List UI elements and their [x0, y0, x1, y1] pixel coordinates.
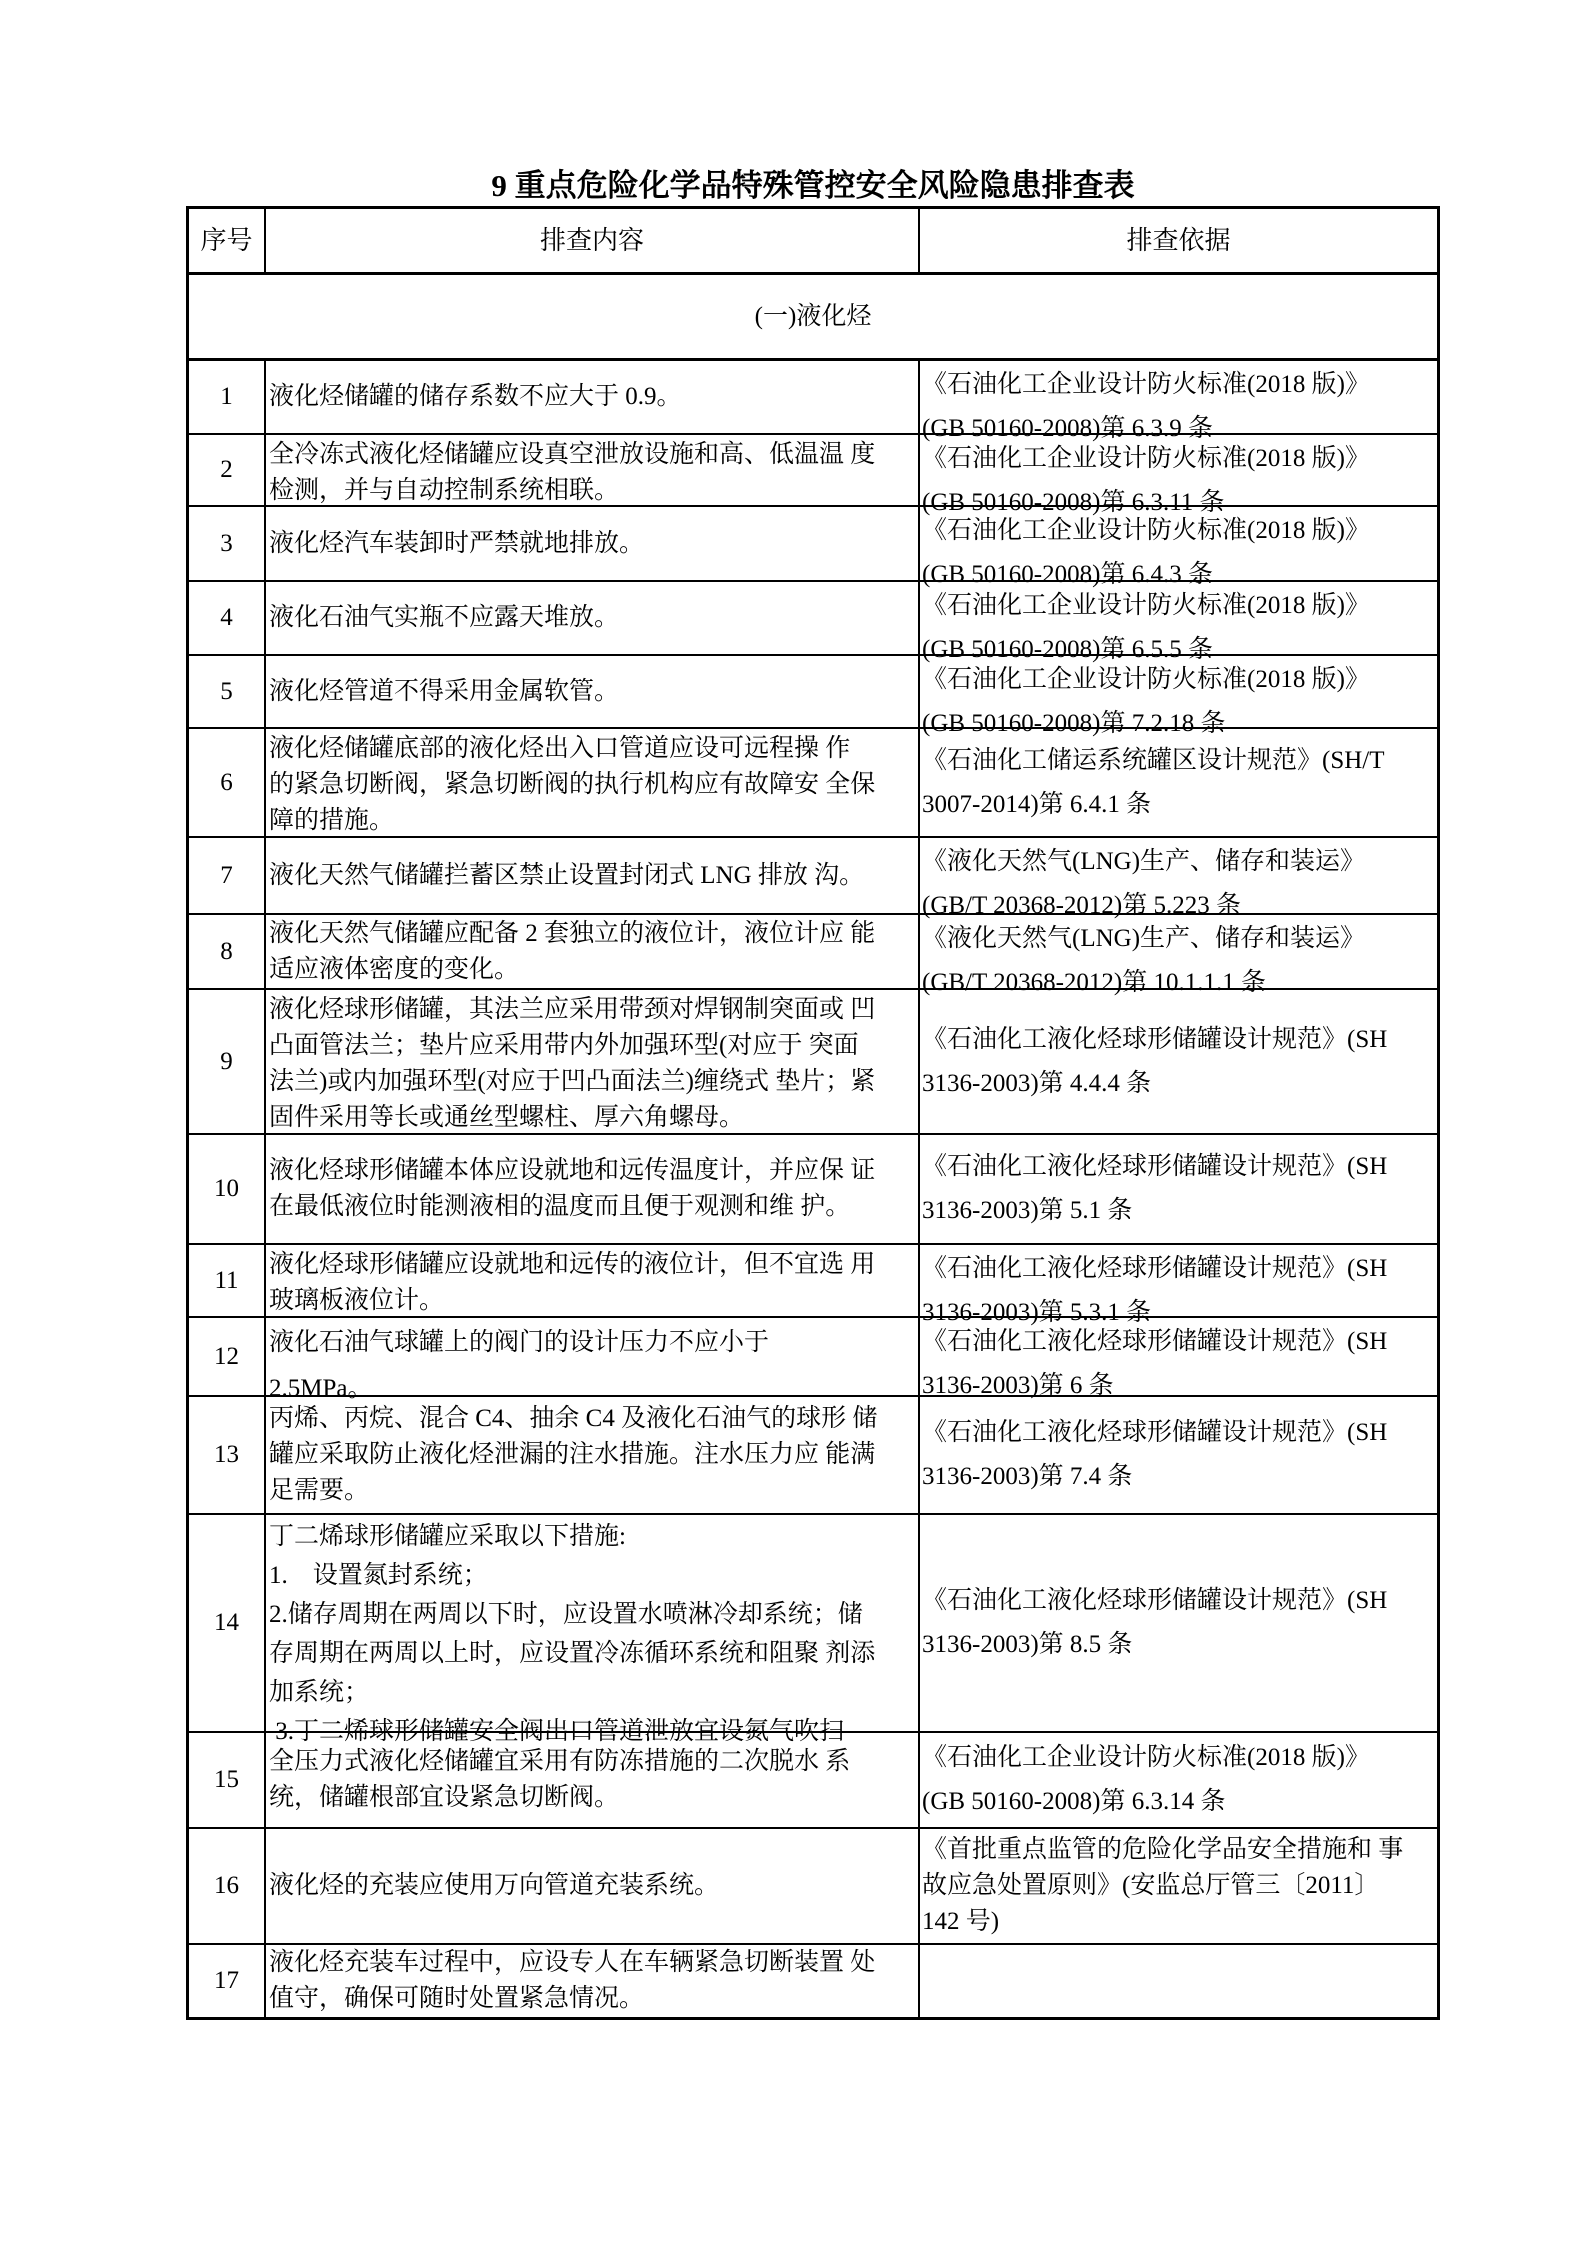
basis-line: 3136-2003)第 8.5 条 [922, 1631, 1133, 1658]
content-line: 1. 设置氮封系统； [269, 1562, 488, 1589]
row-number-cell [189, 990, 266, 1133]
inspection-content-cell [266, 1318, 920, 1402]
inspection-content-cell [266, 361, 920, 433]
row-number: 12 [214, 1342, 239, 1370]
row-number-cell [189, 1245, 266, 1316]
header-cell-no [189, 209, 266, 272]
table-row [189, 727, 1437, 836]
inspection-basis-cell [920, 1397, 1437, 1513]
basis-line: 3136-2003)第 7.4 条 [922, 1463, 1133, 1490]
row-number-cell [189, 582, 266, 654]
row-number: 8 [220, 937, 233, 965]
row-number-cell [189, 729, 266, 836]
row-number-cell [189, 361, 266, 433]
inspection-basis-cell [920, 582, 1437, 663]
row-number: 17 [214, 1967, 239, 1994]
content-line: 液化烃管道不得采用金属软管。 [269, 677, 620, 705]
inspection-basis-cell [920, 838, 1437, 919]
basis-line: 《石油化工液化烃球形储罐设计规范》(SH [922, 1255, 1388, 1282]
table-section-row [189, 272, 1437, 358]
header-label-no: 序号 [200, 225, 253, 255]
inspection-content-cell [266, 990, 920, 1133]
row-number: 3 [220, 529, 233, 557]
table-row [189, 433, 1437, 516]
content-line: 法兰)或内加强环型(对应于凹凸面法兰)缠绕式 垫片；紧 [269, 1068, 876, 1095]
basis-line: 《液化天然气(LNG)生产、储存和装运》 [922, 925, 1366, 952]
row-number-cell [189, 1515, 266, 1731]
inspection-content-cell [266, 915, 920, 988]
row-number: 5 [220, 677, 233, 705]
inspection-basis-cell [920, 915, 1437, 996]
inspection-basis-cell [920, 1515, 1437, 1731]
inspection-content-cell [266, 838, 920, 913]
basis-line: 3136-2003)第 5.3.1 条 [922, 1299, 1152, 1326]
inspection-basis-cell [920, 435, 1437, 516]
inspection-content-cell [266, 729, 920, 836]
row-number-cell [189, 1318, 266, 1395]
basis-line: 《石油化工液化烃球形储罐设计规范》(SH [922, 1025, 1388, 1053]
table-row [189, 1243, 1437, 1326]
content-line: 凸面管法兰；垫片应采用带内外加强环型(对应于 突面 [269, 1032, 859, 1059]
content-line: 存周期在两周以上时，应设置冷冻循环系统和阻聚 剂添 [269, 1640, 876, 1667]
table-row [189, 580, 1437, 663]
section-title-cell [189, 275, 1437, 358]
table-row [189, 1316, 1437, 1402]
row-number-cell [189, 915, 266, 988]
basis-line: 《石油化工储运系统罐区设计规范》(SH/T [922, 746, 1385, 774]
table-row [189, 1513, 1437, 1745]
table-row [189, 1133, 1437, 1243]
basis-line: 142 号) [922, 1908, 1000, 1935]
content-line: 液化烃汽车装卸时严禁就地排放。 [269, 529, 645, 557]
basis-line: (GB 50160-2008)第 7.2.18 条 [922, 710, 1226, 737]
inspection-content-cell [266, 1245, 920, 1316]
basis-line: 《石油化工企业设计防火标准(2018 版)》 [922, 517, 1370, 544]
row-number: 10 [214, 1175, 239, 1202]
content-line: 罐应采取防止液化烃泄漏的注水措施。注水压力应 能满 [269, 1441, 876, 1468]
content-line: 统，储罐根部宜设紧急切断阀。 [269, 1784, 620, 1811]
row-number-cell [189, 435, 266, 505]
table-row [189, 913, 1437, 996]
basis-line: 《石油化工企业设计防火标准(2018 版)》 [922, 666, 1370, 693]
basis-line: 《石油化工企业设计防火标准(2018 版)》 [922, 371, 1370, 398]
table-row [189, 1827, 1437, 1943]
row-number-cell [189, 1733, 266, 1827]
basis-line: 3136-2003)第 4.4.4 条 [922, 1069, 1152, 1097]
content-line: 在最低液位时能测液相的温度而且便于观测和维 护。 [269, 1193, 851, 1220]
basis-line: (GB/T 20368-2012)第 10.1.1.1 条 [922, 969, 1266, 996]
basis-line: 《首批重点监管的危险化学品安全措施和 事 [922, 1836, 1404, 1863]
row-number-cell [189, 507, 266, 580]
content-line: 液化烃储罐的储存系数不应大于 0.9。 [269, 383, 682, 410]
content-line: 固件采用等长或通丝型螺柱、厚六角螺母。 [269, 1104, 745, 1131]
content-line: 值守，确保可随时处置紧急情况。 [269, 1985, 645, 2012]
content-line: 玻璃板液位计。 [269, 1287, 445, 1314]
table-row [189, 1943, 1437, 2017]
basis-line: 3136-2003)第 6 条 [922, 1372, 1114, 1399]
inspection-content-cell [266, 1829, 920, 1943]
table-row [189, 505, 1437, 588]
inspection-basis-cell [920, 729, 1437, 836]
content-line: 液化天然气储罐拦蓄区禁止设置封闭式 LNG 排放 沟。 [269, 861, 865, 889]
content-line: 全压力式液化烃储罐宜采用有防冻措施的二次脱水 系 [269, 1748, 851, 1775]
basis-line: 《石油化工企业设计防火标准(2018 版)》 [922, 592, 1370, 619]
table-header-row [189, 209, 1437, 272]
content-line: 障的措施。 [269, 807, 395, 834]
inspection-content-cell [266, 1945, 920, 2017]
basis-line: 《石油化工企业设计防火标准(2018 版)》 [922, 1744, 1370, 1771]
basis-line: (GB 50160-2008)第 6.3.9 条 [922, 415, 1213, 442]
basis-line: (GB 50160-2008)第 6.3.14 条 [922, 1788, 1226, 1815]
content-line: 液化烃的充装应使用万向管道充装系统。 [269, 1872, 720, 1899]
inspection-content-cell [266, 1135, 920, 1243]
content-line: 液化烃储罐底部的液化烃出入口管道应设可远程操 作 [269, 735, 851, 762]
content-line: 丁二烯球形储罐应采取以下措施: [269, 1523, 626, 1550]
row-number-cell [189, 1397, 266, 1513]
content-line: 2.储存周期在两周以下时，应设置水喷淋冷却系统；储 [269, 1601, 863, 1628]
page-title: 9 重点危险化学品特殊管控安全风险隐患排查表 [491, 168, 1135, 203]
inspection-basis-cell [920, 1135, 1437, 1243]
inspection-basis-cell [920, 990, 1437, 1133]
basis-line: 《石油化工液化烃球形储罐设计规范》(SH [922, 1587, 1388, 1614]
content-line: 足需要。 [269, 1477, 370, 1504]
table-row [189, 654, 1437, 737]
basis-line: 《石油化工液化烃球形储罐设计规范》(SH [922, 1153, 1388, 1180]
inspection-basis-cell [920, 507, 1437, 588]
inspection-basis-cell [920, 1945, 1437, 2017]
basis-line: 3136-2003)第 5.1 条 [922, 1197, 1133, 1224]
inspection-basis-cell [920, 1318, 1437, 1399]
basis-line: (GB 50160-2008)第 6.4.3 条 [922, 561, 1213, 588]
header-label-basis: 排查依据 [1126, 225, 1231, 255]
basis-line: 《液化天然气(LNG)生产、储存和装运》 [922, 848, 1366, 875]
row-number-cell [189, 1135, 266, 1243]
row-number: 6 [220, 768, 233, 796]
content-line: 2.5MPa。 [269, 1375, 373, 1402]
basis-line: (GB 50160-2008)第 6.5.5 条 [922, 636, 1213, 663]
content-line: 液化烃球形储罐应设就地和远传的液位计，但不宜选 用 [269, 1251, 876, 1278]
inspection-content-cell [266, 582, 920, 654]
content-line: 适应液体密度的变化。 [269, 955, 520, 983]
content-line: 丙烯、丙烷、混合 C4、抽余 C4 及液化石油气的球形 储 [269, 1405, 878, 1432]
content-line: 液化烃球形储罐，其法兰应采用带颈对焊钢制突面或 凹 [269, 996, 876, 1023]
row-number: 7 [220, 861, 233, 889]
content-line: 加系统； [269, 1679, 370, 1706]
header-cell-basis [920, 209, 1437, 272]
row-number-cell [189, 656, 266, 727]
inspection-basis-cell [920, 1245, 1437, 1326]
row-number: 1 [220, 383, 233, 410]
content-line: 液化石油气实瓶不应露天堆放。 [269, 604, 620, 631]
table-row [189, 358, 1437, 442]
content-line: 液化天然气储罐应配备 2 套独立的液位计，液位计应 能 [269, 919, 876, 947]
content-line: 液化烃充装车过程中，应设专人在车辆紧急切断装置 处 [269, 1949, 876, 1976]
content-line: 液化石油气球罐上的阀门的设计压力不应小于 [269, 1329, 770, 1356]
basis-line: 《石油化工液化烃球形储罐设计规范》(SH [922, 1419, 1388, 1446]
table-row [189, 1731, 1437, 1827]
row-number: 11 [214, 1266, 239, 1294]
inspection-content-cell [266, 1733, 920, 1827]
header-cell-content [266, 209, 920, 272]
content-line: 液化烃球形储罐本体应设就地和远传温度计，并应保 证 [269, 1157, 876, 1184]
inspection-content-cell [266, 1397, 920, 1513]
inspection-basis-cell [920, 656, 1437, 737]
row-number-cell [189, 1945, 266, 2017]
row-number: 16 [214, 1872, 239, 1899]
inspection-content-cell [266, 507, 920, 580]
basis-line: 《石油化工液化烃球形储罐设计规范》(SH [922, 1328, 1388, 1355]
section-title: (一)液化烃 [754, 302, 872, 330]
table-row [189, 836, 1437, 919]
content-line: 3.丁二烯球形储罐安全阀出口管道泄放宜设氮气吹扫 [269, 1718, 845, 1745]
basis-line: (GB/T 20368-2012)第 5.223 条 [922, 892, 1241, 919]
basis-line: (GB 50160-2008)第 6.3.11 条 [922, 489, 1225, 516]
inspection-content-cell [266, 435, 920, 505]
content-line: 的紧急切断阀，紧急切断阀的执行机构应有故障安 全保 [269, 771, 876, 798]
inspection-basis-cell [920, 1733, 1437, 1827]
inspection-basis-cell [920, 1829, 1437, 1943]
row-number-cell [189, 1829, 266, 1943]
inspection-content-cell [266, 1515, 920, 1745]
row-number: 15 [214, 1766, 239, 1793]
row-number: 2 [220, 456, 233, 483]
row-number: 4 [220, 604, 233, 631]
inspection-basis-cell [920, 361, 1437, 442]
basis-line: 故应急处置原则》(安监总厅管三〔2011〕 [922, 1872, 1380, 1899]
row-number-cell [189, 838, 266, 913]
content-line: 全冷冻式液化烃储罐应设真空泄放设施和高、低温温 度 [269, 441, 876, 468]
basis-line: 《石油化工企业设计防火标准(2018 版)》 [922, 445, 1370, 472]
basis-line: 3007-2014)第 6.4.1 条 [922, 790, 1152, 818]
row-number: 9 [220, 1047, 233, 1075]
inspection-table [186, 206, 1440, 2020]
table-row [189, 1395, 1437, 1513]
row-number: 14 [214, 1609, 239, 1636]
content-line: 检测，并与自动控制系统相联。 [269, 477, 620, 504]
row-number: 13 [214, 1441, 239, 1468]
inspection-content-cell [266, 656, 920, 727]
header-label-content: 排查内容 [539, 225, 644, 255]
table-row [189, 988, 1437, 1133]
